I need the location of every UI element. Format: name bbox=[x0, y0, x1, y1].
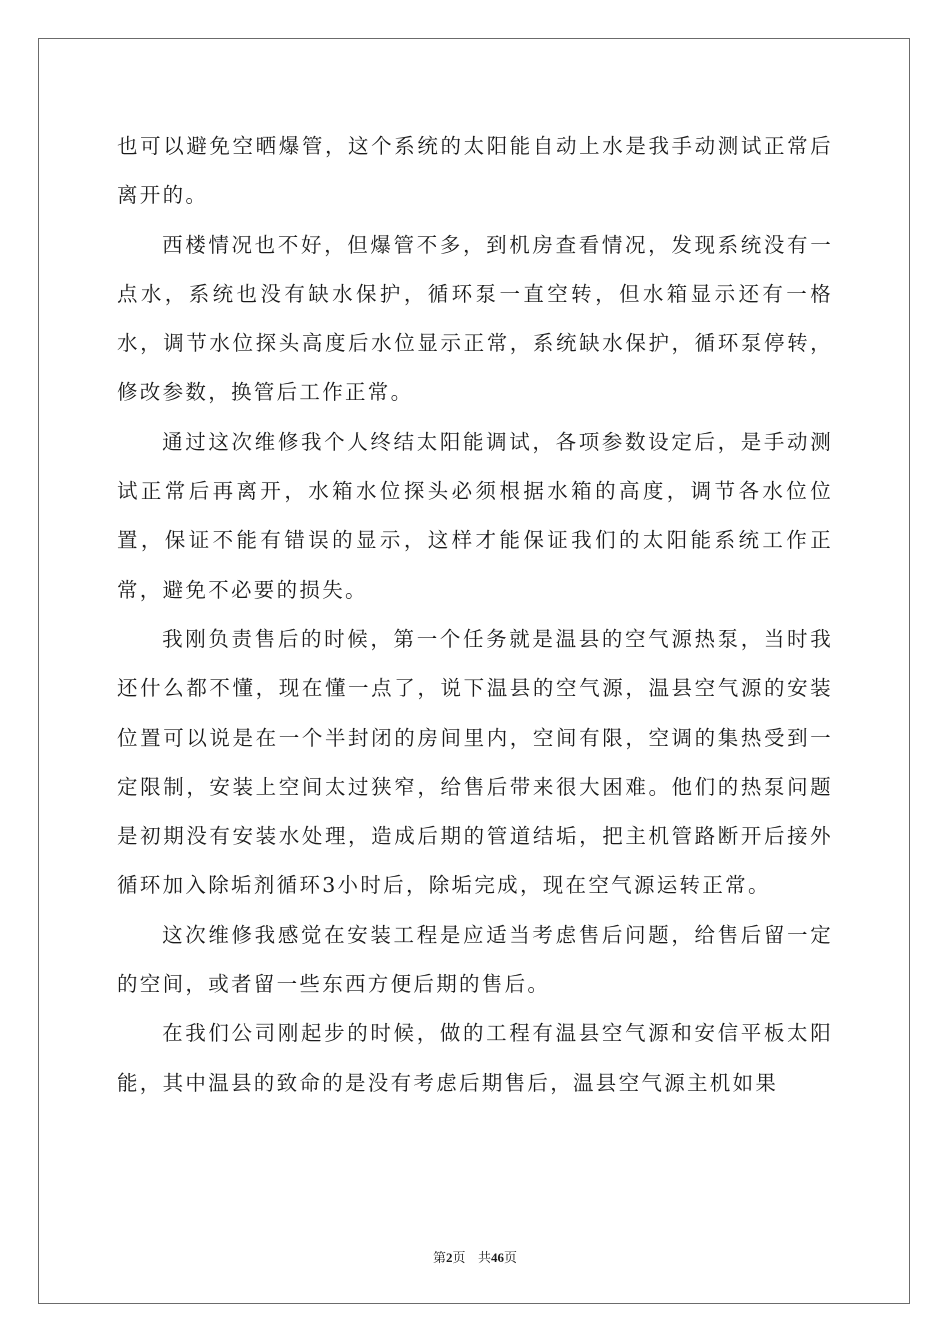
paragraph: 这次维修我感觉在安装工程是应适当考虑售后问题，给售后留一定的空间，或者留一些东西方便后期的售后。 bbox=[117, 922, 833, 997]
page-footer bbox=[0, 1247, 950, 1266]
paragraph: 通过这次维修我个人终结太阳能调试，各项参数设定后，是手动测试正常后再离开，水箱水位探头必须根据水箱的高度，调节各水位位置，保证不能有错误的显示，这样才能保证我们的太阳能系统工作正常，避免不必要的损失。 bbox=[117, 429, 833, 602]
paragraph: 西楼情况也不好，但爆管不多，到机房查看情况，发现系统没有一点水，系统也没有缺水保护，循环泵一直空转，但水箱显示还有一格水，调节水位探头高度后水位显示正常，系统缺水保护，循环泵停转，修改参数，换管后工作正常。 bbox=[117, 232, 833, 405]
page-number: 2 bbox=[446, 1250, 453, 1265]
document-body bbox=[117, 122, 833, 1108]
paragraph: 我刚负责售后的时候，第一个任务就是温县的空气源热泵，当时我还什么都不懂，现在懂一点了，说下温县的空气源，温县空气源的安装位置可以说是在一个半封闭的房间里内，空间有限，空调的集热受到一定限制，安装上空间太过狭窄，给售后带来很大困难。他们的热泵问题是初期没有安装水处理，造成后期的管道结垢，把主机管路断开后接外循环加入除垢剂循环3小时后，除垢完成，现在空气源运转正常。 bbox=[117, 626, 833, 898]
page-suffix: 页 bbox=[452, 1251, 466, 1266]
total-suffix: 页 bbox=[503, 1251, 517, 1266]
page-prefix: 第 bbox=[433, 1251, 447, 1266]
paragraph: 在我们公司刚起步的时候，做的工程有温县空气源和安信平板太阳能，其中温县的致命的是没有考虑后期售后，温县空气源主机如果 bbox=[117, 1021, 833, 1095]
paragraph: 也可以避免空晒爆管，这个系统的太阳能自动上水是我手动测试正常后离开的。 bbox=[117, 134, 833, 208]
total-pages: 46 bbox=[490, 1250, 504, 1265]
total-prefix: 共 bbox=[477, 1251, 491, 1266]
